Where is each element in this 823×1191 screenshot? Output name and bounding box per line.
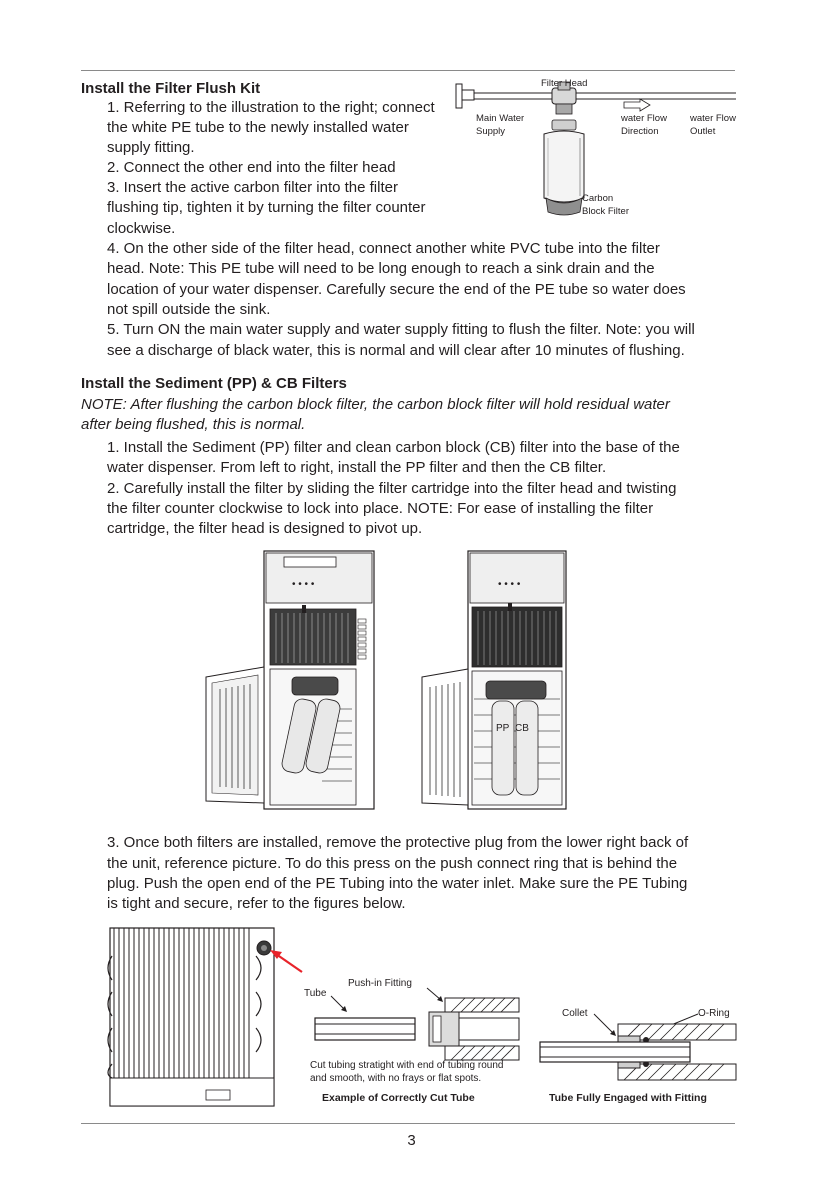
step-text: 3. Once both filters are installed, remove the protective plug from the lower right back of [107,834,689,851]
bottom-rule [81,1123,735,1124]
page-number: 3 [407,1132,416,1149]
step-text: is tight and secure, refer to the figures below. [107,895,406,912]
cut-tube-diagram [305,990,525,1060]
label-o-ring: O-Ring [698,1008,730,1019]
step-text: flushing tip, tighten it by turning the filter counter [107,199,426,216]
label-push-in-fitting: Push-in Fitting [348,978,412,989]
step-text: see a discharge of black water, this is normal and will clear after 10 minutes of flushing. [107,342,685,359]
step-text: 2. Carefully install the filter by sliding the filter cartridge into the filter head and twisting [107,480,677,497]
step-text: head. Note: This PE tube will need to be long enough to reach a sink drain and the [107,260,655,277]
step-text: 1. Install the Sediment (PP) filter and clean carbon block (CB) filter into the base of the [107,439,680,456]
label-tube: Tube [304,988,327,999]
step-text: the white PE tube to the newly installed water [107,119,409,136]
svg-text:• • • •: • • • • [498,579,521,590]
step-text: 4. On the other side of the filter head, connect another white PVC tube into the filter [107,240,660,257]
step-text: 5. Turn ON the main water supply and water supply fitting to flush the filter. Note: you will [107,321,695,338]
label-block-filter: Block Filter [582,206,629,217]
label-direction: Direction [621,126,659,137]
step-text: clockwise. [107,220,176,237]
caption-fully-engaged: Tube Fully Engaged with Fitting [549,1092,707,1104]
label-water-flow-direction: water Flow [621,113,667,124]
step-text: the unit, reference picture. To do this press on the push connect ring that is behind the [107,855,678,872]
label-main-water: Main Water [476,113,525,124]
step-text: 1. Referring to the illustration to the right; connect [107,99,435,116]
label-supply: Supply [476,126,506,137]
svg-text:• • • •: • • • • [292,579,315,590]
unit-back-illustration [110,928,306,1110]
cut-note-line: and smooth, with no frays or flat spots. [310,1073,482,1084]
cut-note-line: Cut tubing stratight with end of tubing round [310,1060,504,1071]
top-rule [81,70,735,71]
step-text: not spill outside the sink. [107,301,271,318]
step-text: 2. Connect the other end into the filter head [107,159,396,176]
step-text: supply fitting. [107,139,195,156]
label-carbon: Carbon [582,193,614,204]
note-text: NOTE: After flushing the carbon block filter, the carbon block filter will hold residual water [81,396,670,413]
step-text: water dispenser. From left to right, install the PP filter and then the CB filter. [107,459,607,476]
dispenser-open-left-illustration [204,549,384,813]
label-pp-filter: PP [496,723,510,734]
note-text: after being flushed, this is normal. [81,416,306,433]
dispenser-filters-installed-illustration [420,549,570,813]
step-text: cartridge, the filter head is designed to pivot up. [107,520,423,537]
section-heading-sediment-cb: Install the Sediment (PP) & CB Filters [81,375,347,392]
caption-correct-cut: Example of Correctly Cut Tube [322,1092,475,1104]
tube-engaged-diagram [538,1010,740,1086]
label-outlet: Outlet [690,126,716,137]
label-cb-filter: CB [515,723,529,734]
step-text: location of your water dispenser. Carefully secure the end of the PE tube so water does [107,281,686,298]
label-water-flow-outlet: water Flow [690,113,736,124]
step-text: the filter counter clockwise to lock into place. NOTE: For ease of installing the filter [107,500,654,517]
step-text: plug. Push the open end of the PE Tubing into the water inlet. Make sure the PE Tubing [107,875,688,892]
section-heading-flush-kit: Install the Filter Flush Kit [81,80,261,97]
step-text: 3. Insert the active carbon filter into the filter [107,179,398,196]
label-collet: Collet [562,1008,588,1019]
label-filter-head: Filter Head [541,78,588,89]
